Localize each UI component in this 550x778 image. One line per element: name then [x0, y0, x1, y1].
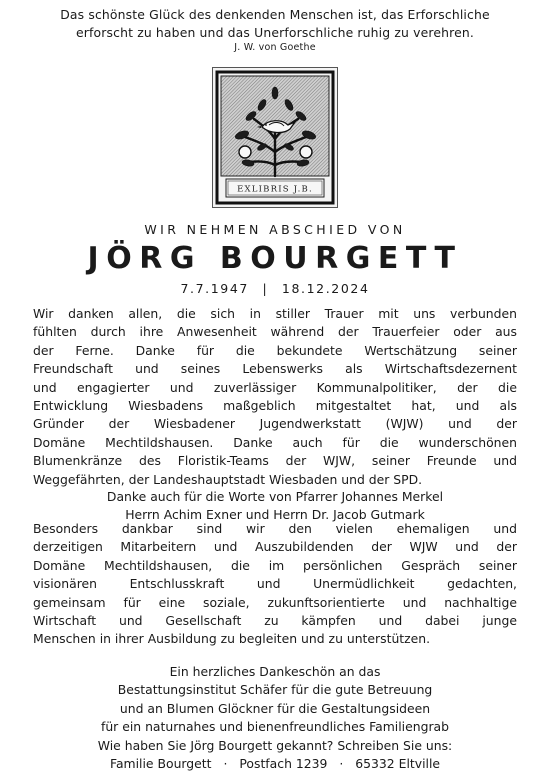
death-date: 18.12.2024 — [281, 281, 370, 296]
contact-address — [0, 755, 550, 773]
paragraph-line: Weggefährten, der Landeshauptstadt Wiesbaden und der SPD. — [33, 471, 423, 487]
paragraph-line: Domäne Mechtildshausen. Danke auch für die wunderschönen — [33, 434, 517, 450]
paragraph-line: fühlten durch ihre Anwesenheit während der Trauerfeier oder aus — [33, 324, 517, 340]
paragraph-line: Blumenkränze des Floristik-Teams der WJW, seiner Freunde und — [33, 453, 517, 469]
centered-line: und an Blumen Glöckner für die Gestaltungsideen — [119, 700, 431, 716]
thanks-paragraph-2 — [33, 520, 517, 649]
paragraph-line: visionären Entschlusskraft und Unermüdlichkeit gedachten, — [33, 576, 517, 592]
centered-line: für ein naturnahes und bienenfreundliches Familiengrab — [100, 719, 450, 735]
paragraph-line: Wirtschaft und Gesellschaft zu kämpfen und dabei junge — [33, 613, 517, 629]
contact-question: Wie haben Sie Jörg Bourgett gekannt? Schreiben Sie uns: — [97, 738, 453, 753]
exlibris-bookplate — [212, 67, 338, 208]
contact-postbox: Postfach 1239 — [239, 756, 328, 772]
centered-line: Ein herzliches Dankeschön an das — [169, 664, 381, 679]
thanks-paragraph-1 — [33, 305, 517, 489]
address-separator: · — [223, 756, 228, 772]
life-dates — [0, 281, 550, 296]
quote-author: J. W. von Goethe — [234, 42, 316, 53]
address-separator: · — [339, 756, 344, 772]
contact-family: Familie Bourgett — [109, 756, 212, 772]
deceased-name: JÖRG BOURGETT — [87, 241, 463, 276]
farewell-heading: WIR NEHMEN ABSCHIED VON — [144, 222, 406, 237]
contact-city: 65332 Eltville — [355, 756, 441, 772]
paragraph-line: gemeinsam für eine soziale, zukunftsorientierte und nachhaltige — [33, 594, 517, 610]
paragraph-line: Entwicklung Wiesbadens maßgeblich mitgestaltet hat, und als — [33, 398, 517, 414]
bookplate-inscription: EXLIBRIS J.B. — [237, 184, 313, 195]
birth-date: 7.7.1947 — [180, 281, 249, 296]
paragraph-line: und engagierter und zuverlässiger Kommunalpolitiker, der die — [33, 379, 517, 395]
centered-line: Danke auch für die Worte von Pfarrer Johannes Merkel — [106, 489, 444, 504]
paragraph-line: derzeitigen Mitarbeitern und Auszubildenden der WJW und der — [33, 539, 517, 555]
paragraph-line: Domäne Mechtildshausen, die im persönlichen Gespräch seiner — [33, 557, 517, 573]
centered-line: Bestattungsinstitut Schäfer für die gute Betreuung — [117, 682, 433, 698]
quote-line: erforscht zu haben und das Unerforschliche ruhig zu verehren. — [76, 25, 474, 40]
date-separator: | — [262, 281, 269, 296]
quote-line: Das schönste Glück des denkenden Menschen ist, das Erforschliche — [60, 7, 490, 22]
paragraph-line: Besonders dankbar sind wir den vielen ehemaligen und — [33, 521, 517, 536]
paragraph-line: Freundschaft und seines Lebenswerks als Wirtschaftsdezernent — [33, 361, 517, 377]
goethe-quote — [20, 6, 530, 42]
centered-line: Herrn Achim Exner und Herrn Dr. Jacob Gutmark — [125, 507, 425, 523]
bookplate-illustration — [212, 67, 338, 208]
paragraph-line: Wir danken allen, die sich in stiller Trauer mit uns verbunden — [33, 306, 517, 321]
paragraph-line: Gründer der Wiesbadener Jugendwerkstatt (WJW) und der — [33, 416, 517, 432]
paragraph-line: Menschen in ihrer Ausbildung zu begleiten und zu unterstützen. — [33, 631, 431, 647]
contact-block — [0, 737, 550, 774]
paragraph-line: der Ferne. Danke für die bekundete Wertschätzung seiner — [33, 342, 517, 358]
final-thanks — [0, 663, 550, 737]
